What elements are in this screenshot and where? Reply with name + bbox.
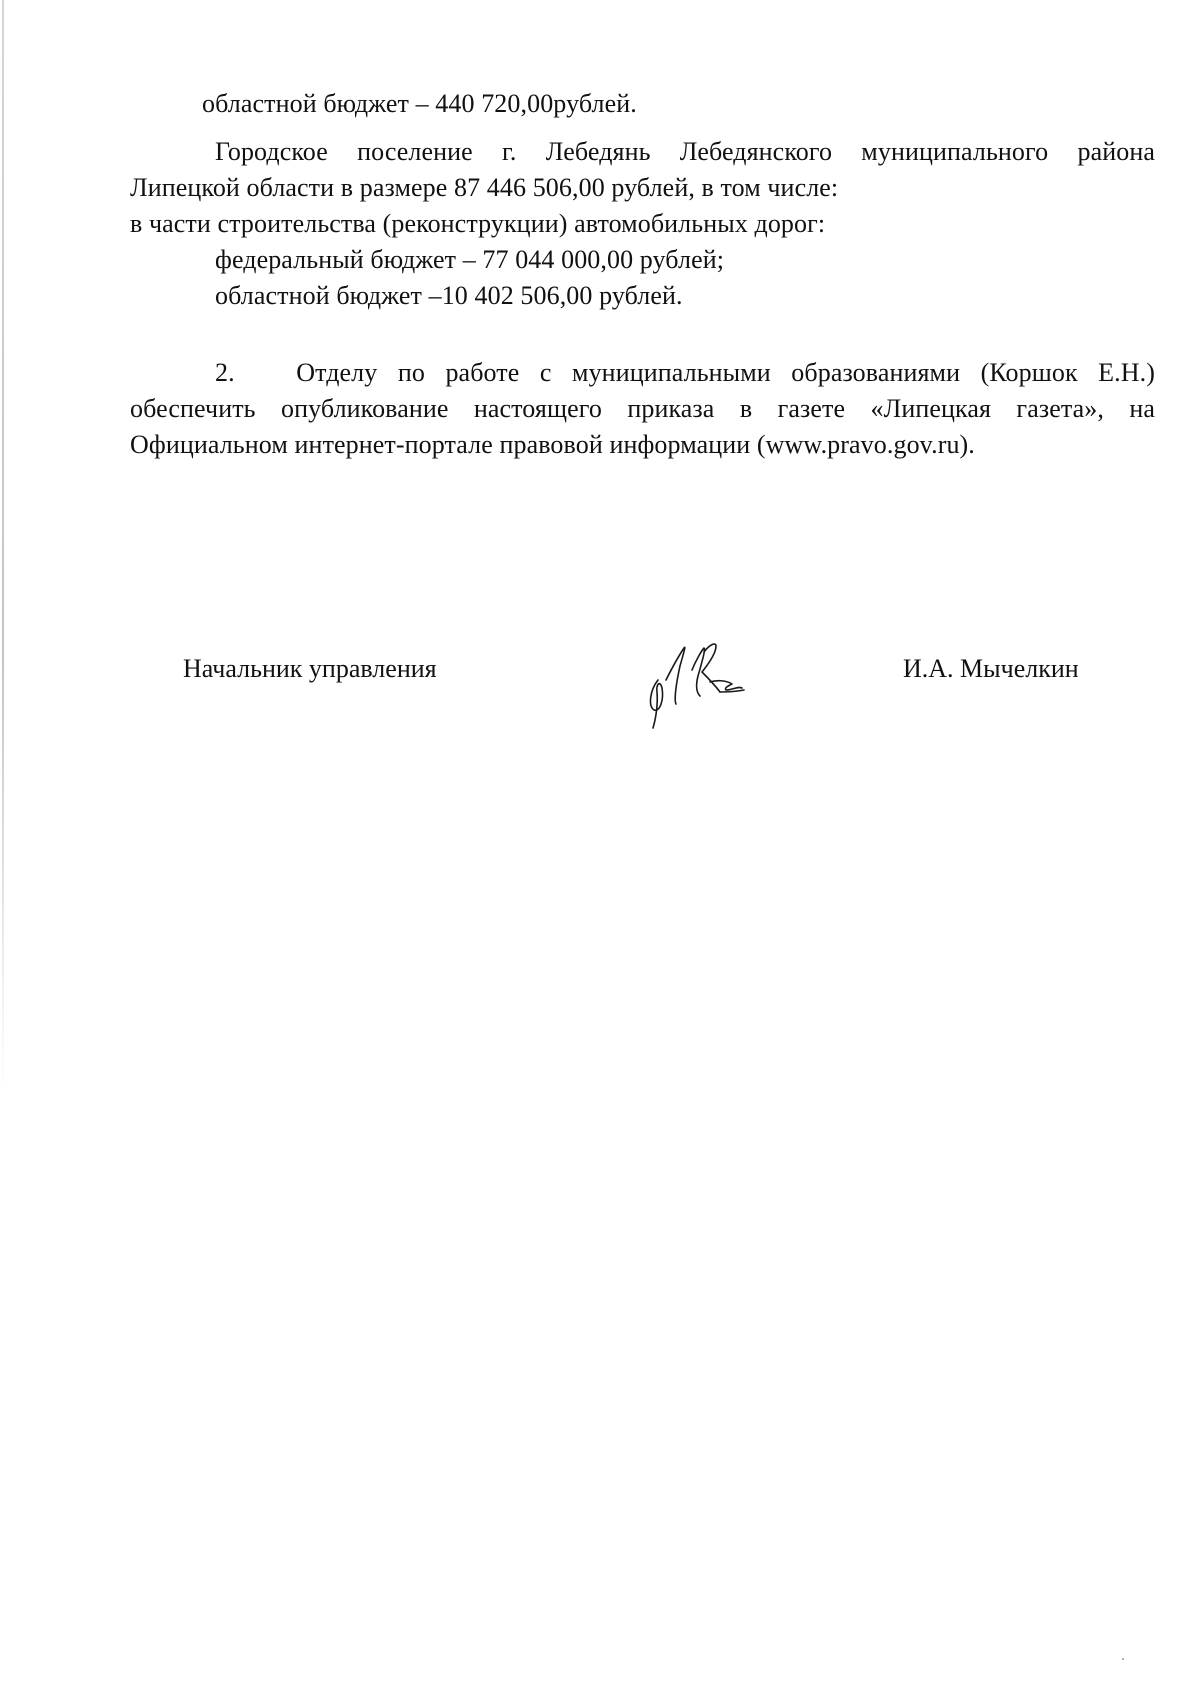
budget-section — [130, 86, 1155, 314]
item-2-line-1 — [130, 355, 1155, 391]
item-2-number: 2. — [215, 358, 235, 387]
signatory-title: Начальник управления — [183, 654, 437, 683]
road-construction-line: в части строительства (реконструкции) автомобильных дорог: — [130, 209, 826, 238]
item-2-line-3: Официальном интернет-портале правовой информации (www.pravo.gov.ru). — [130, 430, 975, 459]
settlement-paragraph-line-1: Городское поселение г. Лебедянь Лебедянского муниципального района — [215, 137, 1155, 166]
scan-speck — [1122, 1658, 1124, 1660]
federal-budget-line: федеральный бюджет – 77 044 000,00 рублей; — [215, 245, 725, 274]
scan-edge-shadow — [2, 0, 4, 1095]
item-2-paragraph — [130, 355, 1155, 463]
settlement-paragraph-line-2: Липецкой области в размере 87 446 506,00 рублей, в том числе: — [130, 173, 839, 202]
regional-budget-line-2: областной бюджет –10 402 506,00 рублей. — [215, 281, 683, 310]
regional-budget-line-1: областной бюджет – 440 720,00рублей. — [202, 89, 637, 118]
signature-row — [0, 640, 1200, 750]
signatory-name: И.А. Мычелкин — [903, 654, 1079, 683]
item-2-line-1-text: Отделу по работе с муниципальными образованиями (Коршок Е.Н.) — [296, 358, 1155, 387]
handwritten-signature — [640, 640, 770, 732]
item-2-line-2: обеспечить опубликование настоящего приказа в газете «Липецкая газета», на — [130, 394, 1155, 423]
